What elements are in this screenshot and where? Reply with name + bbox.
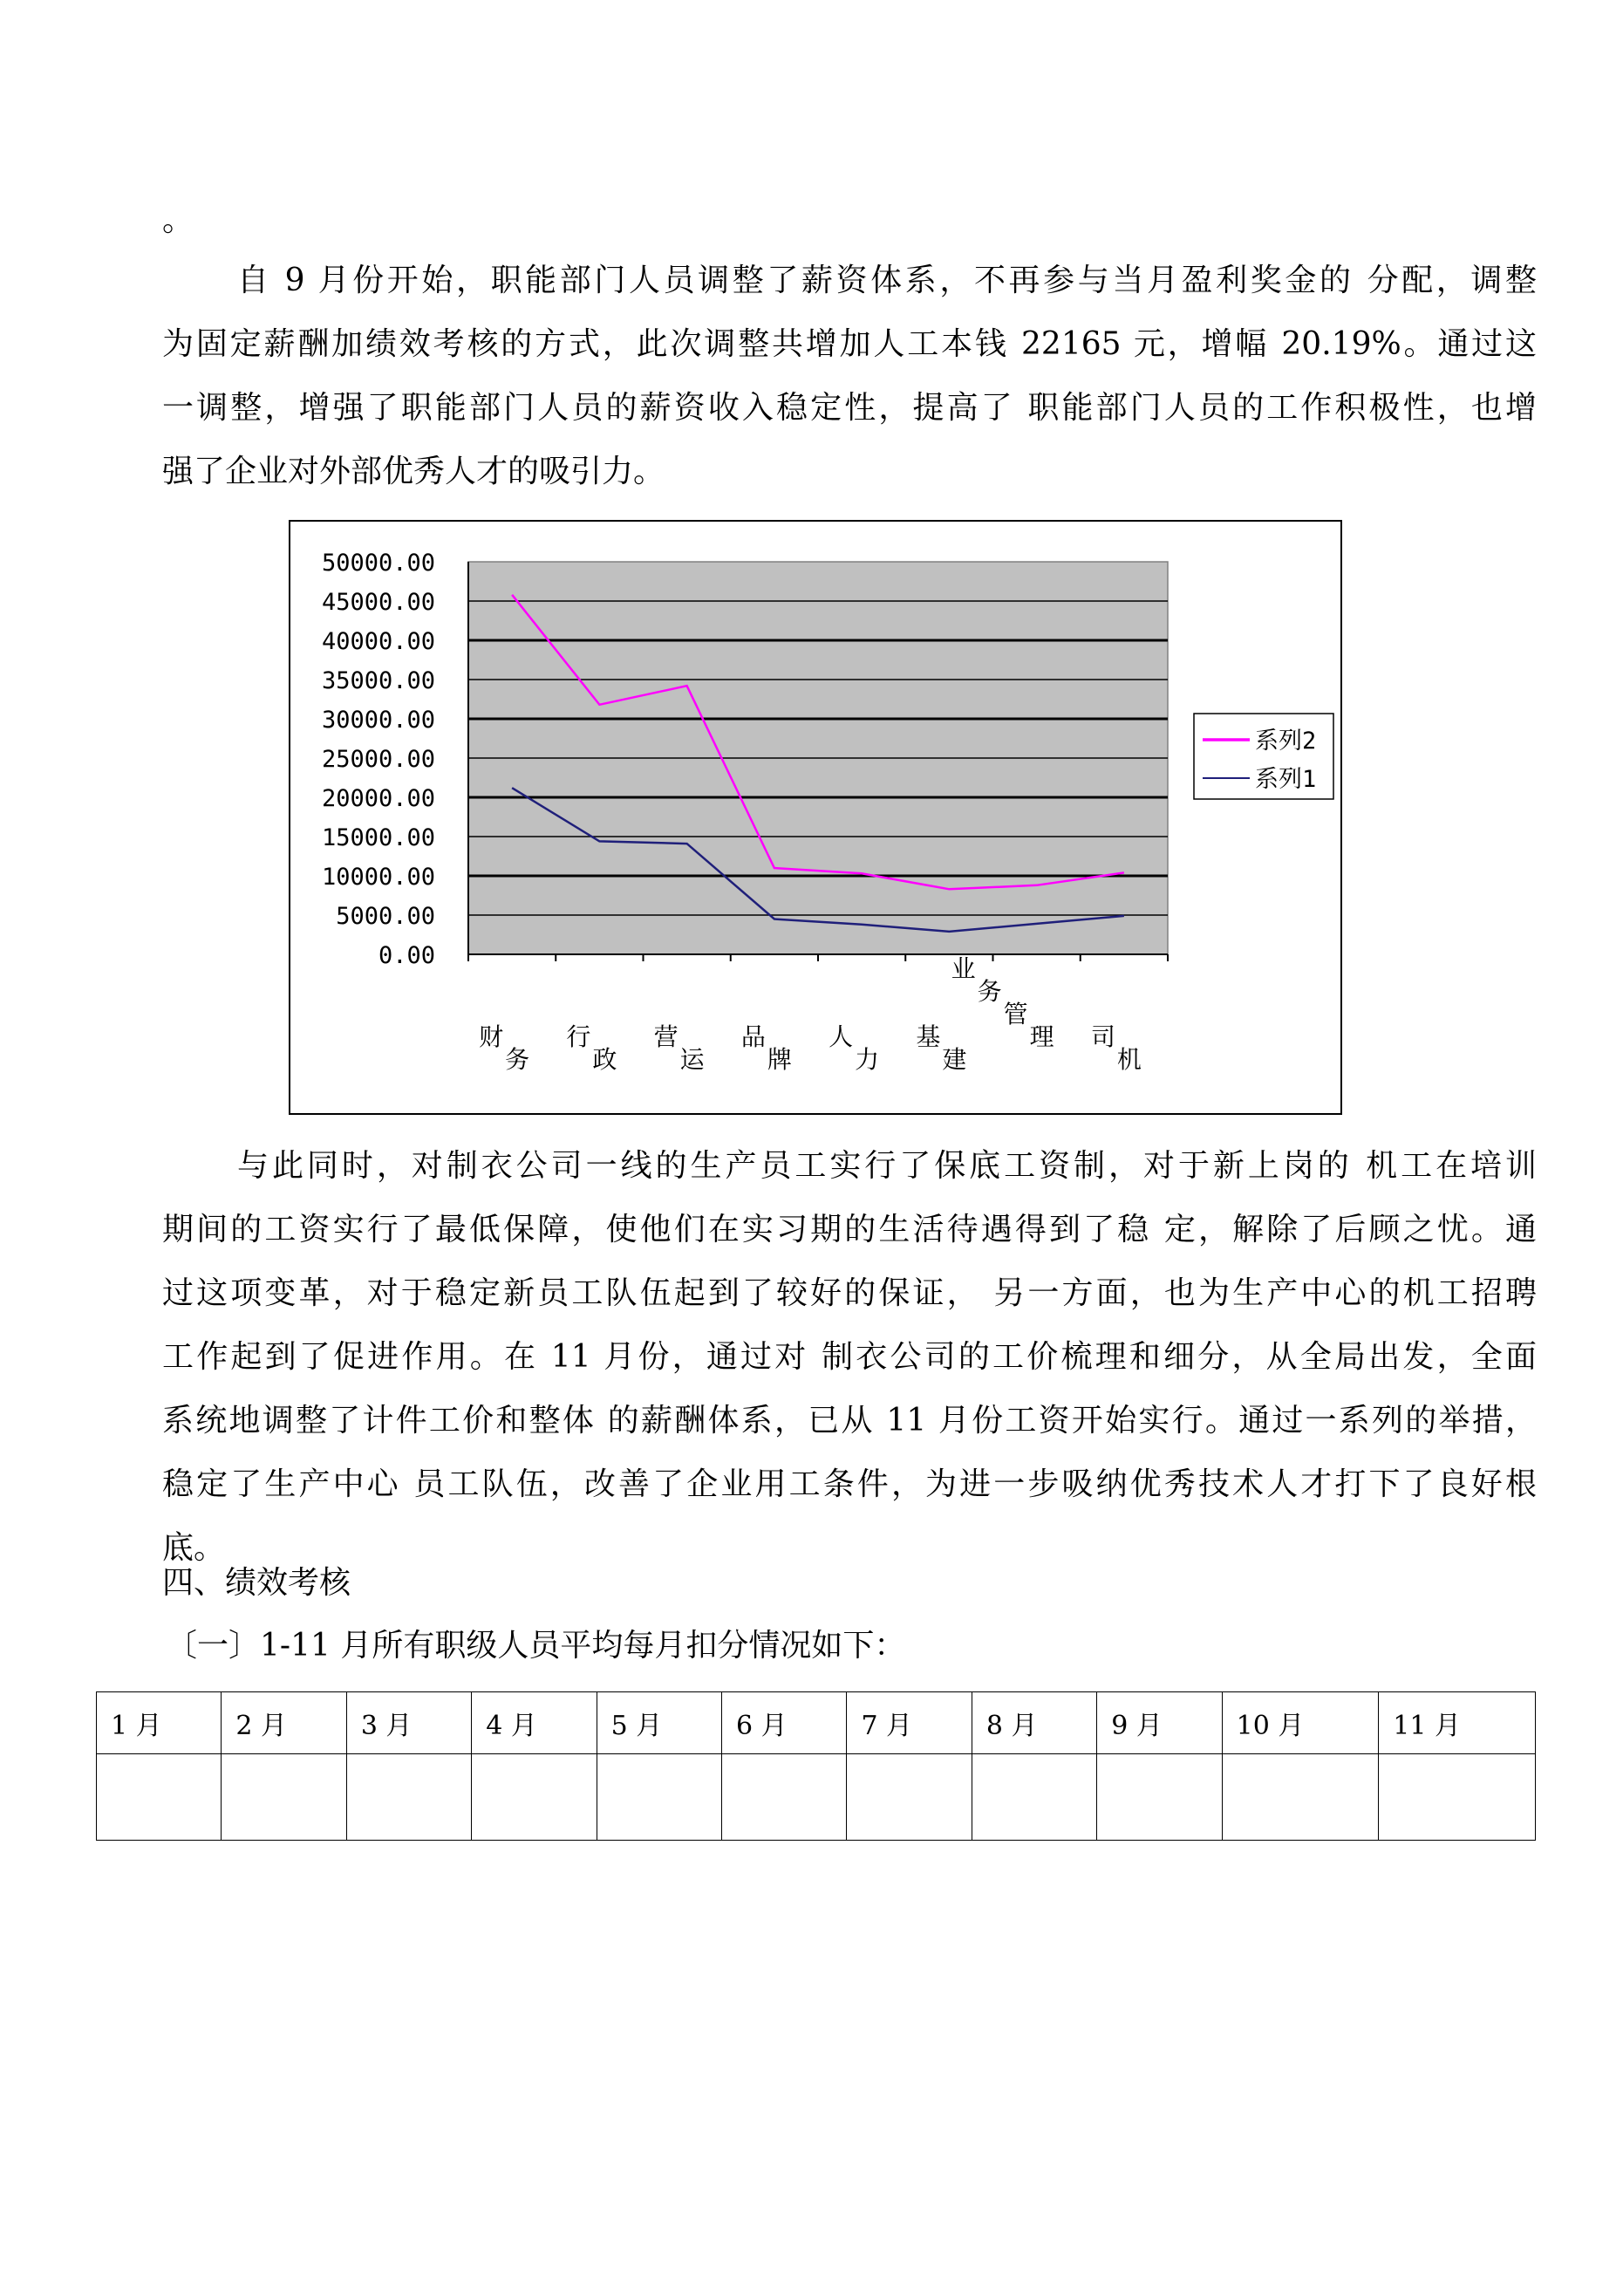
table-header-cell: 9 月 xyxy=(1097,1692,1222,1754)
y-tick-label: 30000.00 xyxy=(321,707,435,734)
table-cell xyxy=(972,1754,1096,1841)
x-category-char: 力 xyxy=(855,1045,880,1074)
table-cell xyxy=(472,1754,597,1841)
table-cell xyxy=(222,1754,346,1841)
paragraph-1-line: 一调整，增强了职能部门人员的薪资收入稳定性，提高了 职能部门人员的工作积极性，也增 xyxy=(162,390,1537,426)
table-header-cell: 5 月 xyxy=(597,1692,721,1754)
x-category-label xyxy=(951,954,1054,1051)
x-category-label xyxy=(1091,1022,1142,1074)
paragraph-1 xyxy=(162,249,1537,503)
table-cell xyxy=(722,1754,847,1841)
table-cell xyxy=(1379,1754,1536,1841)
paragraph-1-line: 强了企业对外部优秀人才的吸引力。 xyxy=(162,454,665,489)
x-category-char: 基 xyxy=(916,1022,941,1051)
x-category-char: 品 xyxy=(740,1022,766,1051)
table-cell xyxy=(597,1754,721,1841)
x-category-label xyxy=(916,1022,966,1074)
table-header-cell: 10 月 xyxy=(1222,1692,1379,1754)
y-tick-label: 10000.00 xyxy=(321,864,435,891)
y-tick-label: 0.00 xyxy=(378,942,435,969)
paragraph-2-line: 过这项变革，对于稳定新员工队伍起到了较好的保证， 另一方面，也为生产中心的机工招聘 xyxy=(162,1275,1537,1311)
section-heading: 四、绩效考核 xyxy=(162,1565,351,1601)
x-category-label xyxy=(566,1022,617,1074)
y-tick-label: 35000.00 xyxy=(321,667,435,694)
x-category-char: 政 xyxy=(592,1045,617,1074)
top-mark: 。 xyxy=(162,202,194,238)
table-header-cell: 1 月 xyxy=(97,1692,222,1754)
deduction-table xyxy=(96,1691,1536,1841)
x-category-char: 人 xyxy=(829,1022,854,1051)
x-category-label xyxy=(741,1022,792,1074)
x-category-label xyxy=(829,1022,879,1074)
chart-frame xyxy=(289,520,1342,1115)
x-category-char: 业 xyxy=(951,954,976,983)
legend-label: 系列1 xyxy=(1255,766,1317,793)
x-category-char: 建 xyxy=(942,1045,967,1074)
table-cell xyxy=(1222,1754,1379,1841)
paragraph-2-line: 期间的工资实行了最低保障，使他们在实习期的生活待遇得到了稳 定，解除了后顾之忧。通 xyxy=(162,1212,1537,1247)
legend-label: 系列2 xyxy=(1255,728,1317,755)
table-header-cell: 4 月 xyxy=(472,1692,597,1754)
table-cell xyxy=(97,1754,222,1841)
paragraph-1-line: 为固定薪酬加绩效考核的方式，此次调整共增加人工本钱 22165 元，增幅 20.19%。通过这 xyxy=(162,326,1537,362)
paragraph-2-line: 工作起到了促进作用。在 11 月份，通过对 制衣公司的工价梳理和细分，从全局出发，全面 xyxy=(162,1339,1537,1375)
y-tick-label: 50000.00 xyxy=(321,550,435,577)
x-category-char: 机 xyxy=(1116,1045,1142,1074)
x-category-char: 务 xyxy=(977,977,1002,1006)
x-category-char: 运 xyxy=(679,1045,705,1074)
y-tick-label: 45000.00 xyxy=(321,589,435,616)
x-category-char: 营 xyxy=(653,1022,679,1051)
y-tick-label: 20000.00 xyxy=(321,785,435,812)
paragraph-2-line: 稳定了生产中心 员工队伍，改善了企业用工条件，为进一步吸纳优秀技术人才打下了良好根 xyxy=(162,1466,1537,1502)
y-tick-label: 5000.00 xyxy=(336,903,435,930)
table-header-cell: 7 月 xyxy=(847,1692,972,1754)
x-category-char: 管 xyxy=(1003,1000,1028,1028)
table-header-row xyxy=(97,1692,1536,1754)
x-category-char: 财 xyxy=(479,1022,504,1051)
y-tick-label: 25000.00 xyxy=(321,746,435,773)
paragraph-1-line: 自 9 月份开始，职能部门人员调整了薪资体系，不再参与当月盈利奖金的 分配，调整 xyxy=(237,263,1537,298)
table-header-cell: 3 月 xyxy=(346,1692,471,1754)
table-cell xyxy=(1097,1754,1222,1841)
paragraph-2 xyxy=(162,1134,1537,1580)
x-category-label xyxy=(479,1022,529,1074)
y-tick-label: 40000.00 xyxy=(321,628,435,655)
line-chart xyxy=(290,522,1340,1113)
table-row xyxy=(97,1754,1536,1841)
x-category-char: 牌 xyxy=(767,1045,792,1074)
table-cell xyxy=(346,1754,471,1841)
x-category-label xyxy=(654,1022,706,1074)
table-header-cell: 2 月 xyxy=(222,1692,346,1754)
table-header-cell: 11 月 xyxy=(1379,1692,1536,1754)
x-category-char: 务 xyxy=(505,1045,530,1074)
table-header-cell: 6 月 xyxy=(722,1692,847,1754)
paragraph-2-line: 系统地调整了计件工价和整体 的薪酬体系，已从 11 月份工资开始实行。通过一系列的举措， xyxy=(162,1403,1537,1438)
x-category-char: 行 xyxy=(566,1022,591,1051)
x-category-char: 司 xyxy=(1090,1022,1115,1051)
paragraph-2-line: 底。 xyxy=(162,1530,226,1566)
table-cell xyxy=(847,1754,972,1841)
x-category-char: 理 xyxy=(1029,1022,1054,1051)
sub-heading: 〔一〕1-11 月所有职级人员平均每月扣分情况如下： xyxy=(166,1628,906,1664)
y-tick-label: 15000.00 xyxy=(321,824,435,851)
paragraph-2-line: 与此同时，对制衣公司一线的生产员工实行了保底工资制，对于新上岗的 机工在培训 xyxy=(237,1148,1537,1184)
table-header-cell: 8 月 xyxy=(972,1692,1096,1754)
